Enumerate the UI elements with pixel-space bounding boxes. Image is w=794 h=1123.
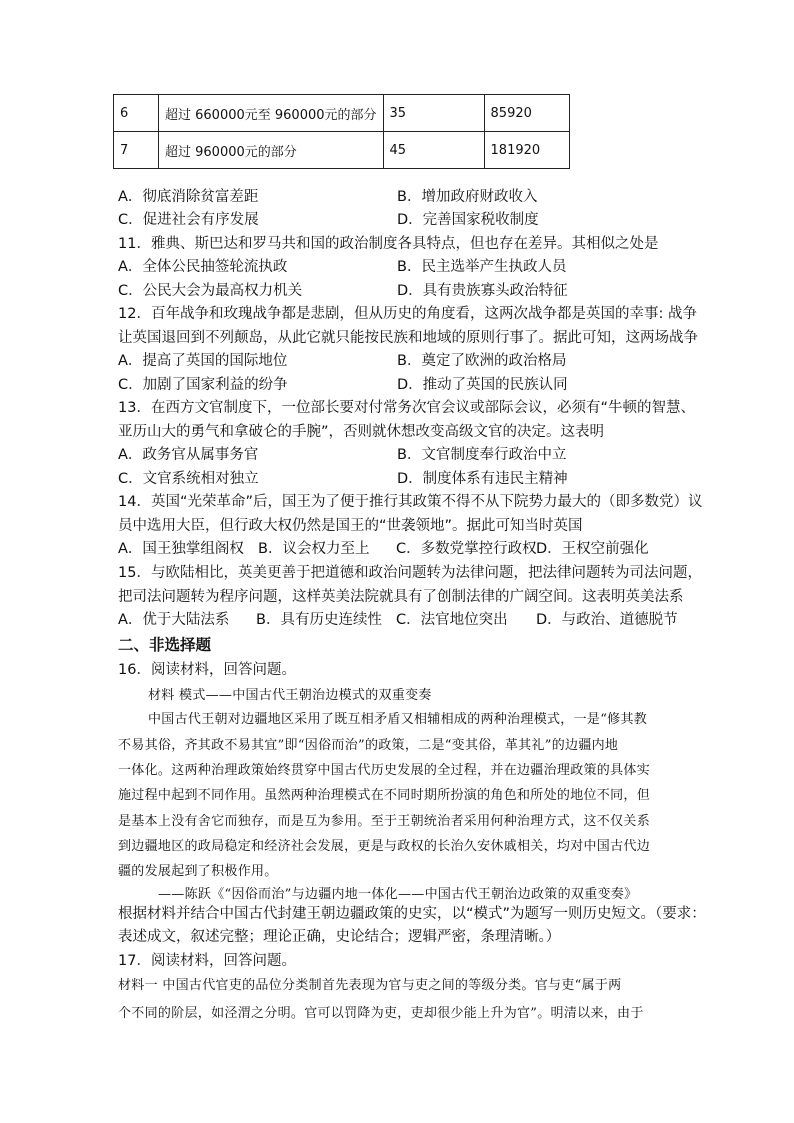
question-stem-line: 14．英国“光荣革命”后，国王为了便于推行其政策不得不从下院势力最大的（即多数党）议 <box>118 494 703 510</box>
option-d: D．王权空前强化 <box>536 541 649 557</box>
material-title: 材料 模式——中国古代王朝治边模式的双重变奏 <box>148 688 432 703</box>
options-row <box>118 540 649 558</box>
option-d: D．推动了英国的民族认同 <box>397 377 568 393</box>
option-a: A．全体公民抽签轮流执政 <box>118 259 288 275</box>
table-cell: 超过 960000元的部分 <box>159 132 384 169</box>
option-b: B．民主选举产生执政人员 <box>397 259 567 275</box>
question-prompt: 17．阅读材料，回答问题。 <box>118 953 296 969</box>
option-b: B．议会权力至上 <box>258 541 370 557</box>
table-row <box>114 132 570 169</box>
question-stem: 11．雅典、斯巴达和罗马共和国的政治制度各具特点，但也存在差异。其相似之处是 <box>118 236 659 252</box>
material-line: 一体化。这两种治理政策始终贯穿中国古代历史发展的全过程，并在边疆治理政策的具体实 <box>118 763 651 778</box>
option-c: C．促进社会有序发展 <box>118 212 259 228</box>
question-stem-line: 员中选用大臣，但行政大权仍然是国王的“世袭领地”。据此可知当时英国 <box>118 518 583 534</box>
option-c: C．多数党掌控行政权 <box>396 541 537 557</box>
option-d: D．与政治、道德脱节 <box>536 612 678 628</box>
material-source: ——陈跃《“因俗而治”与边疆内地一体化——中国古代王朝治边政策的双重变奏》 <box>158 887 638 902</box>
question-stem-line: 12．百年战争和玫瑰战争都是悲剧，但从历史的角度看，这两次战争都是英国的幸事: 战争 <box>118 306 697 322</box>
option-c: C．公民大会为最高权力机关 <box>118 283 303 299</box>
material-line: 材料一 中国古代官吏的品位分类制首先表现为官与吏之间的等级分类。官与吏“属于两 <box>118 978 622 993</box>
option-c: C．文官系统相对独立 <box>118 471 259 487</box>
options-row <box>118 611 678 629</box>
table-row <box>114 95 570 132</box>
option-b: B．增加政府财政收入 <box>397 189 538 205</box>
material-line: 施过程中起到不同作用。虽然两种治理模式在不同时期所扮演的角色和所处的地位不同，但 <box>118 788 651 803</box>
material-line: 疆的发展起到了积极作用。 <box>118 864 278 879</box>
table-cell: 35 <box>383 95 484 132</box>
question-stem-line: 让英国退回到不列颠岛，从此它就只能按民族和地域的原则行事了。据此可知，这两场战争 <box>118 330 698 346</box>
question-task-line: 根据材料并结合中国古代封建王朝边疆政策的史实，以“模式”为题写一则历史短文。（要求： <box>118 906 706 922</box>
question-stem-line: 把司法问题转为程序问题，这样英美法院就具有了创制法律的广阔空间。这表明英美法系 <box>118 589 684 605</box>
option-b: B．具有历史连续性 <box>256 612 382 628</box>
option-d: D．具有贵族寡头政治特征 <box>397 283 568 299</box>
question-stem-line: 13．在西方文官制度下，一位部长要对付常务次官会议或部际会议，必须有“牛顿的智慧、 <box>118 400 695 416</box>
option-b: B．文官制度奉行政治中立 <box>397 447 567 463</box>
option-a: A．政务官从属事务官 <box>118 447 259 463</box>
option-c: C．法官地位突出 <box>396 612 508 628</box>
material-line: 个不同的阶层，如泾渭之分明。官可以罚降为吏，吏却很少能上升为官”。明清以来，由于 <box>118 1006 644 1021</box>
question-stem-line: 15．与欧陆相比，英美更善于把道德和政治问题转为法律问题，把法律问题转为司法问题， <box>118 565 702 581</box>
table-cell: 85920 <box>484 95 569 132</box>
option-a: A．国王独掌组阁权 <box>118 541 244 557</box>
question-task-line: 表述成文，叙述完整；理论正确，史论结合；逻辑严密，条理清晰。） <box>118 929 561 945</box>
material-line: 是基本上没有舍它而独存，而是互为参用。至于王朝统治者采用何种治理方式，这不仅关系 <box>118 814 651 829</box>
table-cell: 6 <box>114 95 159 132</box>
material-line: 不易其俗，齐其政不易其宜”即“因俗而治”的政策，二是“变其俗，革其礼”的边疆内地 <box>118 738 619 753</box>
material-line: 到边疆地区的政局稳定和经济社会发展，更是与政权的长治久安休戚相关，均对中国古代边 <box>118 839 651 854</box>
section-heading: 二、非选择题 <box>118 636 212 654</box>
option-a: A．优于大陆法系 <box>118 612 230 628</box>
option-a: A．彻底消除贫富差距 <box>118 189 259 205</box>
question-prompt: 16．阅读材料，回答问题。 <box>118 662 296 678</box>
table-cell: 超过 660000元至 960000元的部分 <box>159 95 384 132</box>
option-d: D．制度体系有违民主精神 <box>397 471 568 487</box>
tax-rate-table <box>113 94 570 169</box>
table-cell: 45 <box>383 132 484 169</box>
material-line: 中国古代王朝对边疆地区采用了既互相矛盾又相辅相成的两种治理模式，一是“修其教 <box>148 712 648 727</box>
question-stem-line: 亚历山大的勇气和拿破仑的手腕”，否则就休想改变高级文官的决定。这表明 <box>118 424 605 440</box>
option-d: D．完善国家税收制度 <box>397 212 539 228</box>
table-cell: 7 <box>114 132 159 169</box>
option-b: B．奠定了欧洲的政治格局 <box>397 353 567 369</box>
table-cell: 181920 <box>484 132 569 169</box>
option-a: A．提高了英国的国际地位 <box>118 353 288 369</box>
option-c: C．加剧了国家利益的纷争 <box>118 377 288 393</box>
